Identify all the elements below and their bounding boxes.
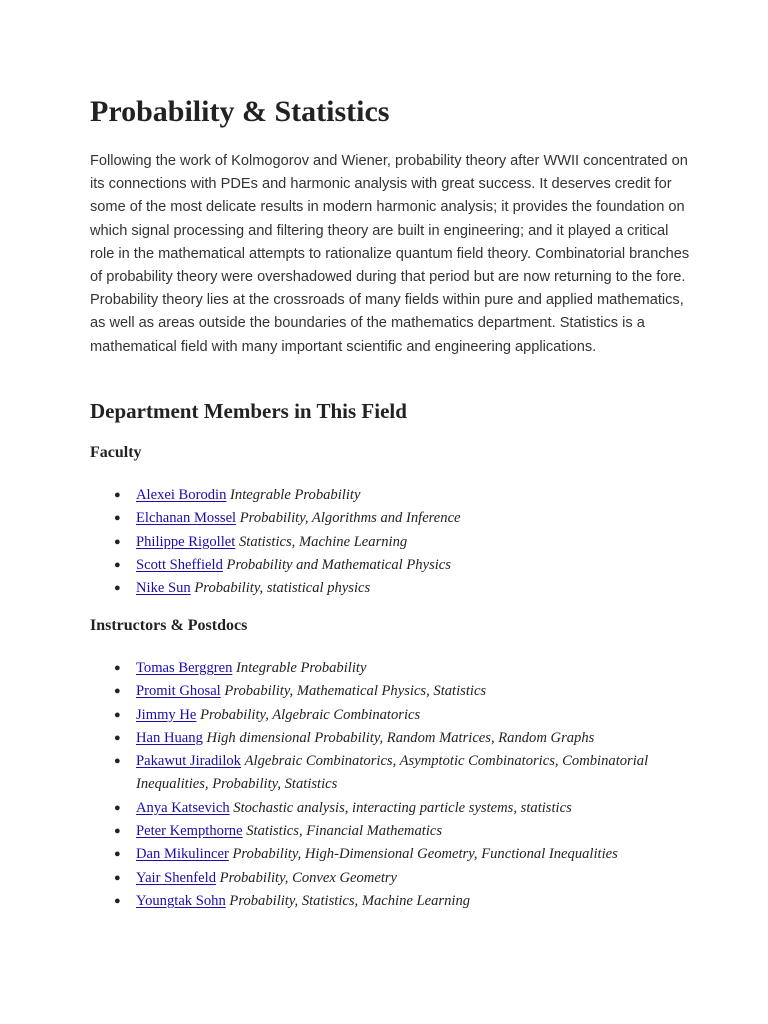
member-area: High dimensional Probability, Random Matrices, Random Graphs bbox=[206, 729, 595, 746]
member-link[interactable]: Nike Sun bbox=[136, 580, 191, 597]
bullet-icon: ● bbox=[114, 871, 121, 884]
bullet-icon: ● bbox=[114, 825, 121, 838]
member-link[interactable]: Yair Shenfeld bbox=[136, 869, 216, 886]
member-area: Probability, Statistics, Machine Learning bbox=[229, 892, 471, 909]
member-link[interactable]: Tomas Berggren bbox=[136, 660, 233, 676]
faculty-list bbox=[90, 484, 690, 600]
list-item bbox=[90, 820, 690, 843]
member-area: Probability, Mathematical Physics, Statistics bbox=[224, 683, 487, 700]
member-link[interactable]: Han Huang bbox=[136, 729, 203, 746]
list-item bbox=[90, 657, 690, 680]
bullet-icon: ● bbox=[114, 801, 121, 814]
instructors-heading: Instructors & Postdocs bbox=[90, 617, 248, 634]
member-link[interactable]: Philippe Rigollet bbox=[136, 533, 236, 550]
intro-paragraph: Following the work of Kolmogorov and Wiener, probability theory after WWII concentrated on its connections with PDEs and harmonic analysis with great success. It deserves credit for some of the most delicate results in modern harmonic analysis; it provides the foundation on which signal processing and filtering theory are built in engineering; and it played a critical role in the mathematical attempts to rationalize quantum field theory. Combinatorial branches of probability theory were overshadowed during that period but are now returning to the fore. Probability theory lies at the crossroads of many fields within pure and applied mathematics, as well as areas outside the boundaries of the mathematics department. Statistics is a mathematical field with many important scientific and engineering applications. bbox=[90, 153, 690, 355]
bullet-icon: ● bbox=[114, 708, 121, 721]
member-area: Statistics, Financial Mathematics bbox=[246, 823, 443, 840]
bullet-icon: ● bbox=[114, 731, 121, 744]
bullet-icon: ● bbox=[114, 685, 121, 698]
list-item bbox=[90, 484, 690, 507]
list-item bbox=[90, 890, 690, 913]
bullet-icon: ● bbox=[114, 894, 121, 907]
list-item bbox=[90, 843, 690, 866]
member-area: Probability, Algebraic Combinatorics bbox=[200, 706, 421, 723]
member-area: Probability, Algorithms and Inference bbox=[239, 510, 461, 527]
member-area: Probability, Convex Geometry bbox=[219, 869, 398, 886]
list-item bbox=[90, 554, 690, 577]
bullet-icon: ● bbox=[114, 535, 121, 548]
member-link[interactable]: Jimmy He bbox=[136, 706, 197, 723]
list-item bbox=[90, 727, 690, 750]
page-title: Probability & Statistics bbox=[90, 95, 390, 128]
member-link[interactable]: Alexei Borodin bbox=[136, 487, 227, 503]
member-link[interactable]: Pakawut Jiradilok bbox=[136, 753, 241, 770]
bullet-icon: ● bbox=[114, 512, 121, 525]
bullet-icon: ● bbox=[114, 848, 121, 861]
list-item bbox=[90, 507, 690, 530]
list-item bbox=[90, 680, 690, 703]
member-link[interactable]: Peter Kempthorne bbox=[136, 823, 243, 840]
bullet-icon: ● bbox=[114, 489, 121, 501]
member-link[interactable]: Youngtak Sohn bbox=[136, 892, 226, 909]
member-link[interactable]: Anya Katsevich bbox=[136, 799, 230, 816]
list-item bbox=[90, 704, 690, 727]
members-heading: Department Members in This Field bbox=[90, 399, 407, 423]
bullet-icon: ● bbox=[114, 582, 121, 595]
member-link[interactable]: Elchanan Mossel bbox=[136, 510, 237, 527]
member-area: Integrable Probability bbox=[230, 487, 361, 503]
list-item bbox=[90, 531, 690, 554]
member-area: Stochastic analysis, interacting particle systems, statistics bbox=[233, 799, 572, 816]
member-area: Probability and Mathematical Physics bbox=[226, 556, 451, 573]
list-item bbox=[90, 867, 690, 890]
list-item bbox=[90, 577, 690, 600]
list-item bbox=[90, 797, 690, 820]
bullet-icon: ● bbox=[114, 662, 121, 674]
bullet-icon: ● bbox=[114, 755, 121, 768]
list-item bbox=[90, 750, 690, 797]
member-area: Integrable Probability bbox=[236, 660, 367, 676]
instructors-list bbox=[90, 657, 690, 913]
bullet-icon: ● bbox=[114, 558, 121, 571]
member-area: Algebraic Combinatorics, Asymptotic Combinatorics, Combinatorial Inequalities, Probability, Statistics bbox=[136, 753, 649, 793]
member-area: Probability, statistical physics bbox=[194, 580, 371, 597]
member-area: Probability, High-Dimensional Geometry, Functional Inequalities bbox=[232, 846, 618, 863]
faculty-heading: Faculty bbox=[90, 444, 142, 461]
member-link[interactable]: Dan Mikulincer bbox=[136, 846, 229, 863]
member-link[interactable]: Promit Ghosal bbox=[136, 683, 221, 700]
member-link[interactable]: Scott Sheffield bbox=[136, 556, 223, 573]
member-area: Statistics, Machine Learning bbox=[238, 533, 408, 550]
